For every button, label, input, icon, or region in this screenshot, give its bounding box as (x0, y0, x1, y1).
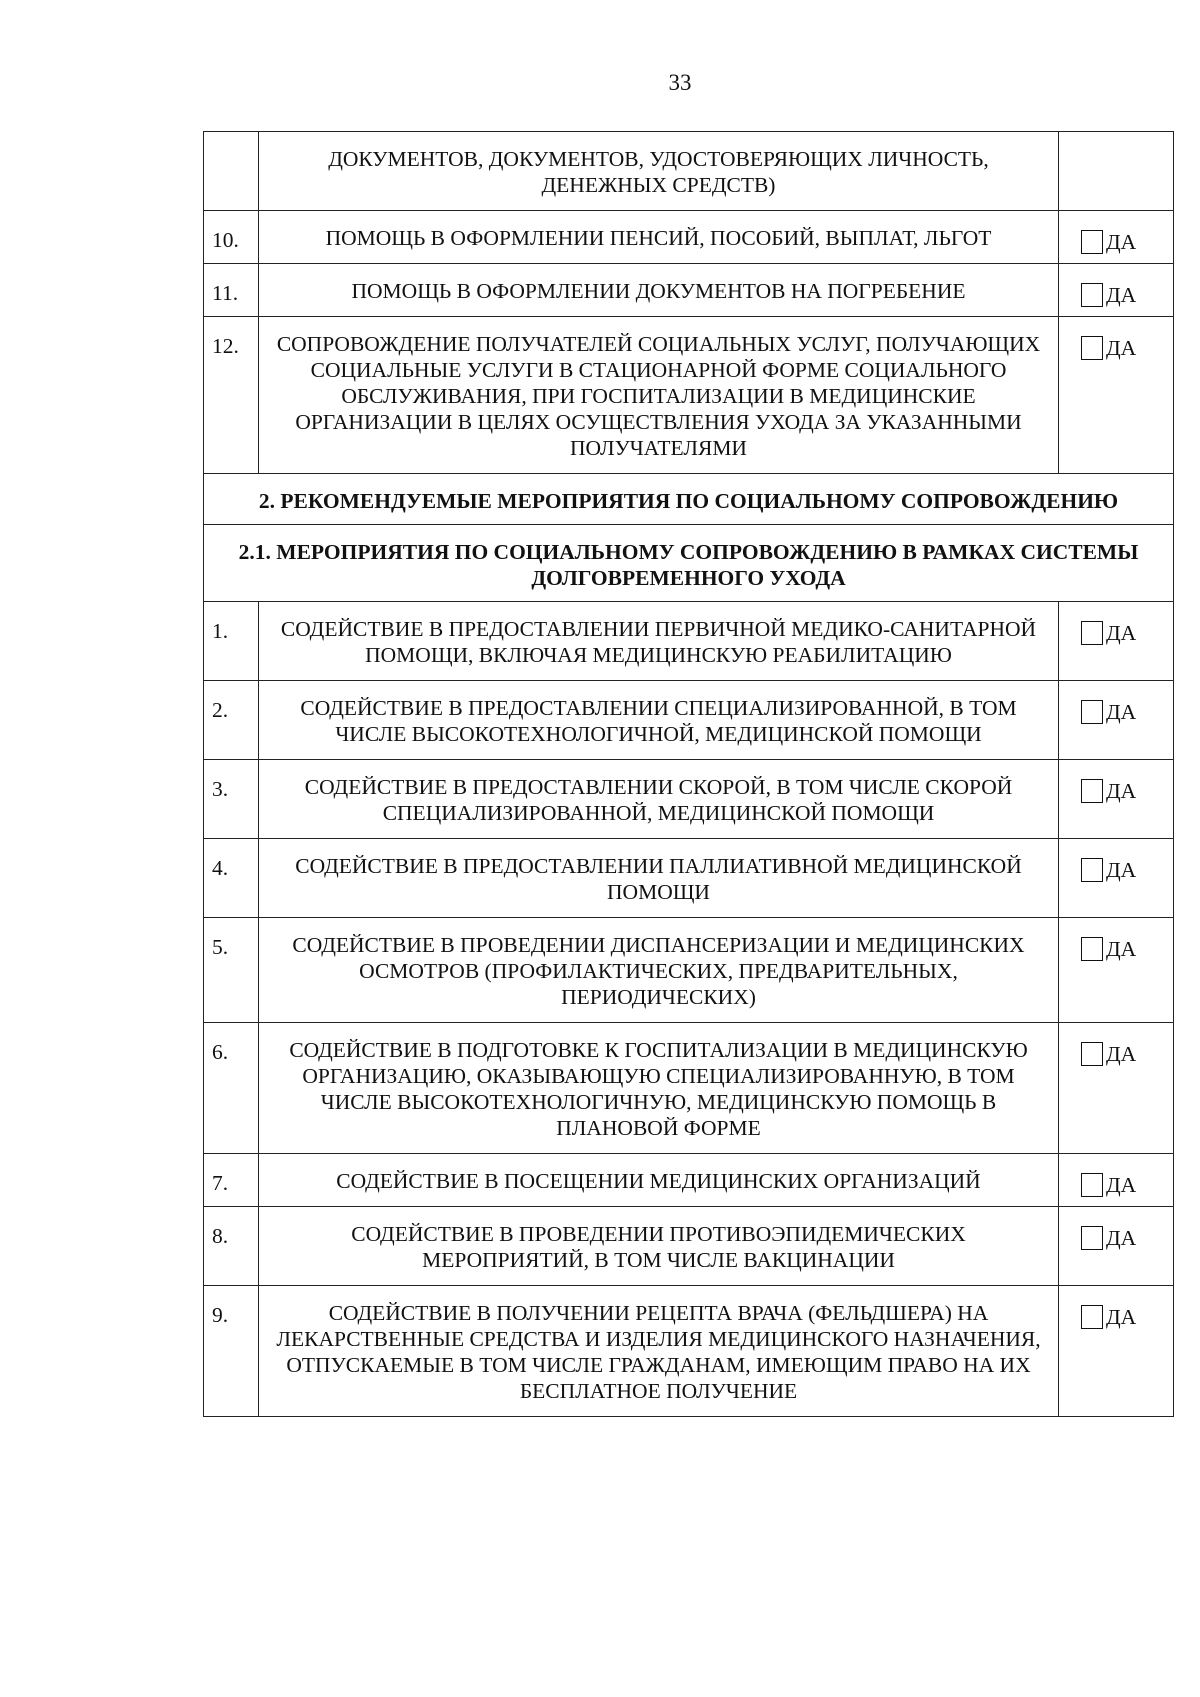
row-text: СОДЕЙСТВИЕ В ПОДГОТОВКЕ К ГОСПИТАЛИЗАЦИИ В МЕДИЦИНСКУЮ ОРГАНИЗАЦИЮ, ОКАЗЫВАЮЩУЮ СПЕЦИАЛИЗИРОВАННУЮ, В ТОМ ЧИСЛЕ ВЫСОКОТЕХНОЛОГИЧНУЮ, МЕДИЦИНСКУЮ ПОМОЩЬ В ПЛАНОВОЙ ФОРМЕ (259, 1023, 1059, 1154)
check-cell (1059, 1023, 1174, 1154)
row-number: 7. (204, 1154, 259, 1207)
row-number: 11. (204, 264, 259, 317)
yes-checkbox[interactable] (1081, 858, 1103, 882)
row-number: 1. (204, 602, 259, 681)
row-text: СОДЕЙСТВИЕ В ПРЕДОСТАВЛЕНИИ ПАЛЛИАТИВНОЙ МЕДИЦИНСКОЙ ПОМОЩИ (259, 839, 1059, 918)
yes-checkbox-label: ДА (1106, 937, 1137, 961)
row-text: СОДЕЙСТВИЕ В ПРЕДОСТАВЛЕНИИ СКОРОЙ, В ТОМ ЧИСЛЕ СКОРОЙ СПЕЦИАЛИЗИРОВАННОЙ, МЕДИЦИНСКОЙ ПОМОЩИ (259, 760, 1059, 839)
row-text: СОДЕЙСТВИЕ В ПРОВЕДЕНИИ ПРОТИВОЭПИДЕМИЧЕСКИХ МЕРОПРИЯТИЙ, В ТОМ ЧИСЛЕ ВАКЦИНАЦИИ (259, 1207, 1059, 1286)
row-number: 12. (204, 317, 259, 474)
yes-checkbox[interactable] (1081, 779, 1103, 803)
page-number: 33 (668, 70, 692, 95)
check-cell-empty (1059, 132, 1174, 211)
check-cell (1059, 211, 1174, 264)
table-row (204, 1023, 1174, 1154)
check-cell (1059, 1154, 1174, 1207)
check-cell (1059, 1286, 1174, 1417)
row-number: 10. (204, 211, 259, 264)
row-text: СОДЕЙСТВИЕ В ПОЛУЧЕНИИ РЕЦЕПТА ВРАЧА (ФЕЛЬДШЕРА) НА ЛЕКАРСТВЕННЫЕ СРЕДСТВА И ИЗДЕЛИЯ МЕДИЦИНСКОГО НАЗНАЧЕНИЯ, ОТПУСКАЕМЫЕ В ТОМ ЧИСЛЕ ГРАЖДАНАМ, ИМЕЮЩИМ ПРАВО НА ИХ БЕСПЛАТНОЕ ПОЛУЧЕНИЕ (259, 1286, 1059, 1417)
yes-checkbox[interactable] (1081, 937, 1103, 961)
check-cell (1059, 602, 1174, 681)
yes-checkbox-wrapper[interactable] (1081, 857, 1136, 883)
check-cell (1059, 918, 1174, 1023)
services-table (203, 131, 1174, 1417)
yes-checkbox[interactable] (1081, 230, 1103, 254)
yes-checkbox-label: ДА (1106, 1305, 1137, 1329)
table-row (204, 1207, 1174, 1286)
check-cell (1059, 681, 1174, 760)
table-row (204, 760, 1174, 839)
check-cell (1059, 264, 1174, 317)
yes-checkbox[interactable] (1081, 1042, 1103, 1066)
yes-checkbox[interactable] (1081, 283, 1103, 307)
yes-checkbox-wrapper[interactable] (1081, 335, 1136, 361)
yes-checkbox-wrapper[interactable] (1081, 1041, 1136, 1067)
yes-checkbox-label: ДА (1106, 621, 1137, 645)
yes-checkbox-wrapper[interactable] (1081, 282, 1136, 308)
row-text: СОДЕЙСТВИЕ В ПРОВЕДЕНИИ ДИСПАНСЕРИЗАЦИИ И МЕДИЦИНСКИХ ОСМОТРОВ (ПРОФИЛАКТИЧЕСКИХ, ПРЕДВАРИТЕЛЬНЫХ, ПЕРИОДИЧЕСКИХ) (259, 918, 1059, 1023)
check-cell (1059, 317, 1174, 474)
table-row (204, 1286, 1174, 1417)
yes-checkbox-label: ДА (1106, 1042, 1137, 1066)
row-text: СОДЕЙСТВИЕ В ПОСЕЩЕНИИ МЕДИЦИНСКИХ ОРГАНИЗАЦИЙ (259, 1154, 1059, 1207)
row-number: 5. (204, 918, 259, 1023)
row-text: СОДЕЙСТВИЕ В ПРЕДОСТАВЛЕНИИ ПЕРВИЧНОЙ МЕДИКО-САНИТАРНОЙ ПОМОЩИ, ВКЛЮЧАЯ МЕДИЦИНСКУЮ РЕАБИЛИТАЦИЮ (259, 602, 1059, 681)
table-row (204, 602, 1174, 681)
yes-checkbox-wrapper[interactable] (1081, 1225, 1136, 1251)
yes-checkbox-label: ДА (1106, 1173, 1137, 1197)
yes-checkbox-wrapper[interactable] (1081, 778, 1136, 804)
row-number-empty (204, 132, 259, 211)
row-number: 8. (204, 1207, 259, 1286)
table-row (204, 264, 1174, 317)
yes-checkbox-wrapper[interactable] (1081, 699, 1136, 725)
yes-checkbox[interactable] (1081, 336, 1103, 360)
section-2-heading-row (204, 474, 1174, 525)
yes-checkbox[interactable] (1081, 621, 1103, 645)
row-text: СОДЕЙСТВИЕ В ПРЕДОСТАВЛЕНИИ СПЕЦИАЛИЗИРОВАННОЙ, В ТОМ ЧИСЛЕ ВЫСОКОТЕХНОЛОГИЧНОЙ, МЕДИЦИНСКОЙ ПОМОЩИ (259, 681, 1059, 760)
yes-checkbox-label: ДА (1106, 283, 1137, 307)
row-number: 4. (204, 839, 259, 918)
row-text-continued: ДОКУМЕНТОВ, ДОКУМЕНТОВ, УДОСТОВЕРЯЮЩИХ ЛИЧНОСТЬ, ДЕНЕЖНЫХ СРЕДСТВ) (259, 132, 1059, 211)
yes-checkbox[interactable] (1081, 1226, 1103, 1250)
yes-checkbox-wrapper[interactable] (1081, 229, 1136, 255)
row-number: 3. (204, 760, 259, 839)
row-text: ПОМОЩЬ В ОФОРМЛЕНИИ ДОКУМЕНТОВ НА ПОГРЕБЕНИЕ (259, 264, 1059, 317)
row-text: СОПРОВОЖДЕНИЕ ПОЛУЧАТЕЛЕЙ СОЦИАЛЬНЫХ УСЛУГ, ПОЛУЧАЮЩИХ СОЦИАЛЬНЫЕ УСЛУГИ В СТАЦИОНАРНОЙ ФОРМЕ СОЦИАЛЬНОГО ОБСЛУЖИВАНИЯ, ПРИ ГОСПИТАЛИЗАЦИИ В МЕДИЦИНСКИЕ ОРГАНИЗАЦИИ В ЦЕЛЯХ ОСУЩЕСТВЛЕНИЯ УХОДА ЗА УКАЗАННЫМИ ПОЛУЧАТЕЛЯМИ (259, 317, 1059, 474)
yes-checkbox-label: ДА (1106, 336, 1137, 360)
row-number: 6. (204, 1023, 259, 1154)
table-row (204, 1154, 1174, 1207)
yes-checkbox-label: ДА (1106, 700, 1137, 724)
table-row-continued (204, 132, 1174, 211)
table-row (204, 839, 1174, 918)
table-row (204, 211, 1174, 264)
section-2-1-heading-row (204, 525, 1174, 602)
row-number: 2. (204, 681, 259, 760)
section-2-heading: 2. РЕКОМЕНДУЕМЫЕ МЕРОПРИЯТИЯ ПО СОЦИАЛЬНОМУ СОПРОВОЖДЕНИЮ (204, 474, 1174, 525)
table-row (204, 317, 1174, 474)
table-row (204, 681, 1174, 760)
row-text: ПОМОЩЬ В ОФОРМЛЕНИИ ПЕНСИЙ, ПОСОБИЙ, ВЫПЛАТ, ЛЬГОТ (259, 211, 1059, 264)
yes-checkbox[interactable] (1081, 700, 1103, 724)
section-2-1-heading: 2.1. МЕРОПРИЯТИЯ ПО СОЦИАЛЬНОМУ СОПРОВОЖДЕНИЮ В РАМКАХ СИСТЕМЫ ДОЛГОВРЕМЕННОГО УХОДА (204, 525, 1174, 602)
yes-checkbox-wrapper[interactable] (1081, 1172, 1136, 1198)
yes-checkbox-wrapper[interactable] (1081, 936, 1136, 962)
check-cell (1059, 839, 1174, 918)
yes-checkbox[interactable] (1081, 1305, 1103, 1329)
yes-checkbox-label: ДА (1106, 858, 1137, 882)
yes-checkbox-wrapper[interactable] (1081, 1304, 1136, 1330)
check-cell (1059, 760, 1174, 839)
yes-checkbox-wrapper[interactable] (1081, 620, 1136, 646)
yes-checkbox-label: ДА (1106, 779, 1137, 803)
yes-checkbox[interactable] (1081, 1173, 1103, 1197)
table-row (204, 918, 1174, 1023)
yes-checkbox-label: ДА (1106, 230, 1137, 254)
yes-checkbox-label: ДА (1106, 1226, 1137, 1250)
check-cell (1059, 1207, 1174, 1286)
row-number: 9. (204, 1286, 259, 1417)
